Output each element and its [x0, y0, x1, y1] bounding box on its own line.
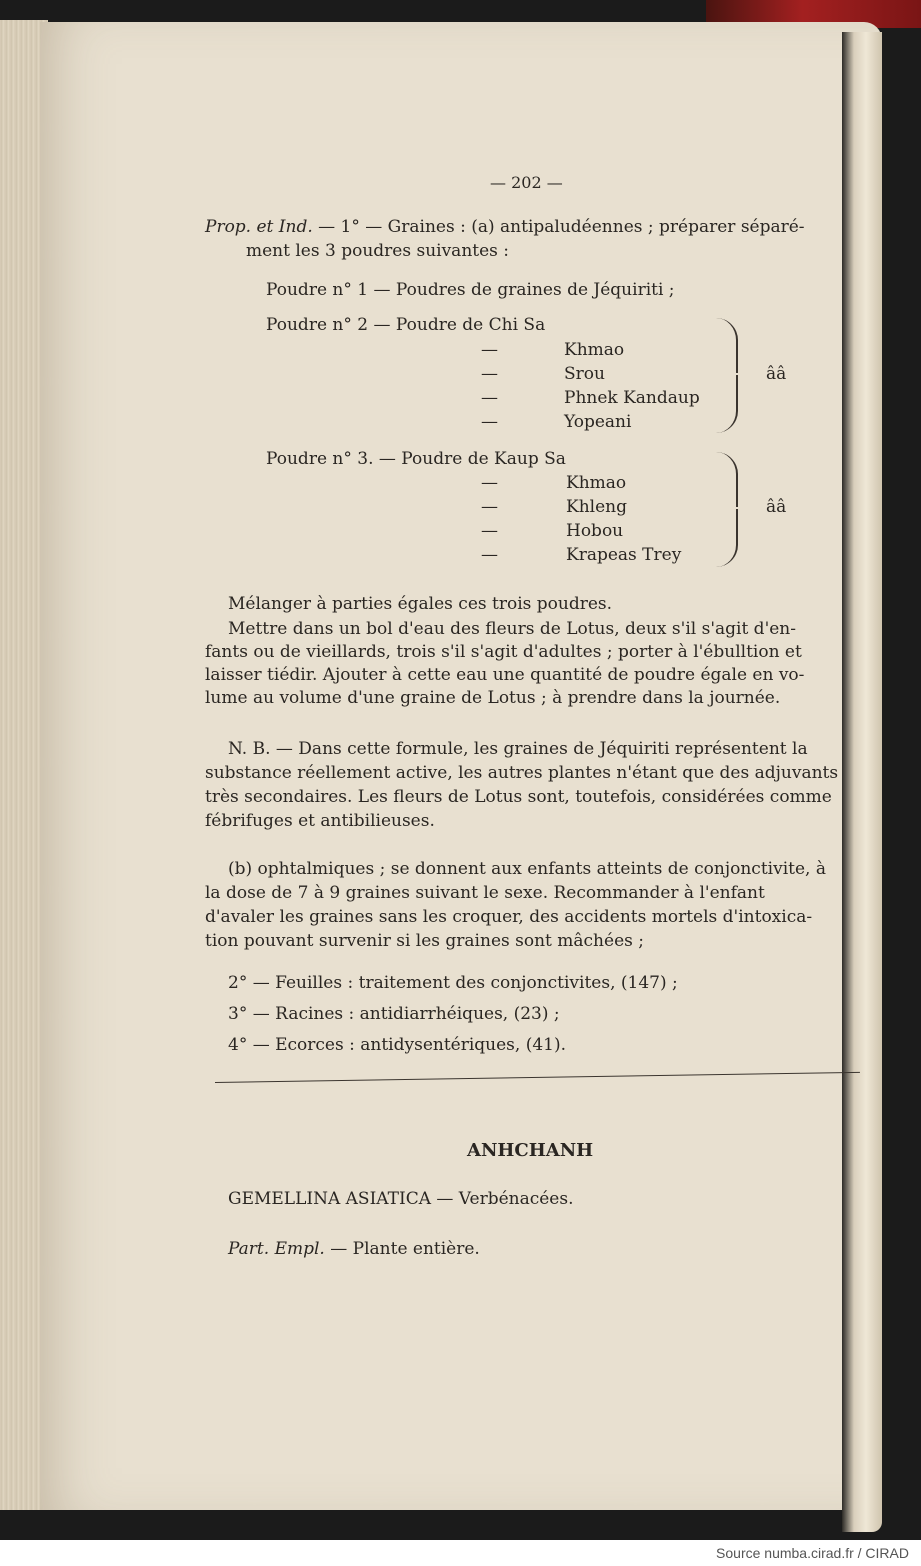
entry-part-value: — Plante entière.	[330, 1239, 480, 1259]
poudre-3-dash: —	[481, 473, 498, 493]
prop-line-1-rest: — 1° — Graines : (a) antipaludéennes ; préparer séparé-	[318, 217, 805, 237]
poudre-3-dash: —	[481, 521, 498, 541]
prop-line-1	[205, 217, 805, 237]
paragraph-1-line: laisser tiédir. Ajouter à cette eau une quantité de poudre égale en vo-	[205, 665, 805, 685]
paragraph-b-line: d'avaler les graines sans les croquer, des accidents mortels d'intoxica-	[205, 907, 813, 927]
paragraph-1-line: Mélanger à parties égales ces trois poudres.	[228, 594, 613, 614]
use-line: 4° — Ecorces : antidysentériques, (41).	[228, 1035, 567, 1055]
poudre-3-lead: Poudre n° 3. — Poudre de Kaup Sa	[266, 449, 566, 469]
nb-line: substance réellement active, les autres plantes n'étant que des adjuvants	[205, 763, 839, 783]
page-number: — 202 —	[490, 173, 563, 192]
use-line: 3° — Racines : antidiarrhéiques, (23) ;	[228, 1004, 560, 1024]
paragraph-1-line: lume au volume d'une graine de Lotus ; à prendre dans la journée.	[205, 688, 781, 708]
poudre-1: Poudre n° 1 — Poudres de graines de Jéquiriti ;	[266, 280, 675, 300]
poudre-2-item: Khmao	[564, 340, 625, 360]
nb-line: N. B. — Dans cette formule, les graines de Jéquiriti représentent la	[228, 739, 808, 759]
poudre-2-dash: —	[481, 364, 498, 384]
nb-line: très secondaires. Les fleurs de Lotus sont, toutefois, considérées comme	[205, 787, 832, 807]
paragraph-1-line: fants ou de vieillards, trois s'il s'agit d'adultes ; porter à l'ébulltion et	[205, 642, 802, 662]
poudre-2-aa: ââ	[766, 364, 787, 384]
poudre-2-dash: —	[481, 388, 498, 408]
paragraph-b-line: tion pouvant survenir si les graines sont mâchées ;	[205, 931, 644, 951]
page-curl-edge	[842, 32, 882, 1532]
poudre-2-item: Phnek Kandaup	[564, 388, 700, 408]
poudre-3-item: Hobou	[566, 521, 624, 541]
paragraph-b-line: (b) ophtalmiques ; se donnent aux enfants atteints de conjonctivite, à	[228, 859, 826, 879]
poudre-3-dash: —	[481, 497, 498, 517]
poudre-3-item: Krapeas Trey	[566, 545, 682, 565]
poudre-3-item: Khleng	[566, 497, 627, 517]
poudre-2-item: Srou	[564, 364, 605, 384]
entry-part-line	[228, 1239, 480, 1259]
poudre-3-aa: ââ	[766, 497, 787, 517]
poudre-3-item: Khmao	[566, 473, 627, 493]
nb-line: fébrifuges et antibilieuses.	[205, 811, 435, 831]
entry-part-label: Part. Empl.	[228, 1239, 325, 1259]
entry-species: GEMELLINA ASIATICA — Verbénacées.	[228, 1189, 574, 1209]
poudre-2-dash: —	[481, 412, 498, 432]
poudre-3-dash: —	[481, 545, 498, 565]
paragraph-b-line: la dose de 7 à 9 graines suivant le sexe. Recommander à l'enfant	[205, 883, 765, 903]
poudre-2-lead: Poudre n° 2 — Poudre de Chi Sa	[266, 315, 546, 335]
poudre-2-item: Yopeani	[564, 412, 632, 432]
entry-title: ANHCHANH	[467, 1140, 594, 1161]
source-credit: Source numba.cirad.fr / CIRAD	[716, 1545, 909, 1561]
paragraph-1-line: Mettre dans un bol d'eau des fleurs de Lotus, deux s'il s'agit d'en-	[228, 619, 796, 639]
poudre-2-dash: —	[481, 340, 498, 360]
prop-line-2: ment les 3 poudres suivantes :	[246, 241, 510, 261]
prop-heading: Prop. et Ind.	[205, 217, 313, 237]
use-line: 2° — Feuilles : traitement des conjonctivites, (147) ;	[228, 973, 678, 993]
